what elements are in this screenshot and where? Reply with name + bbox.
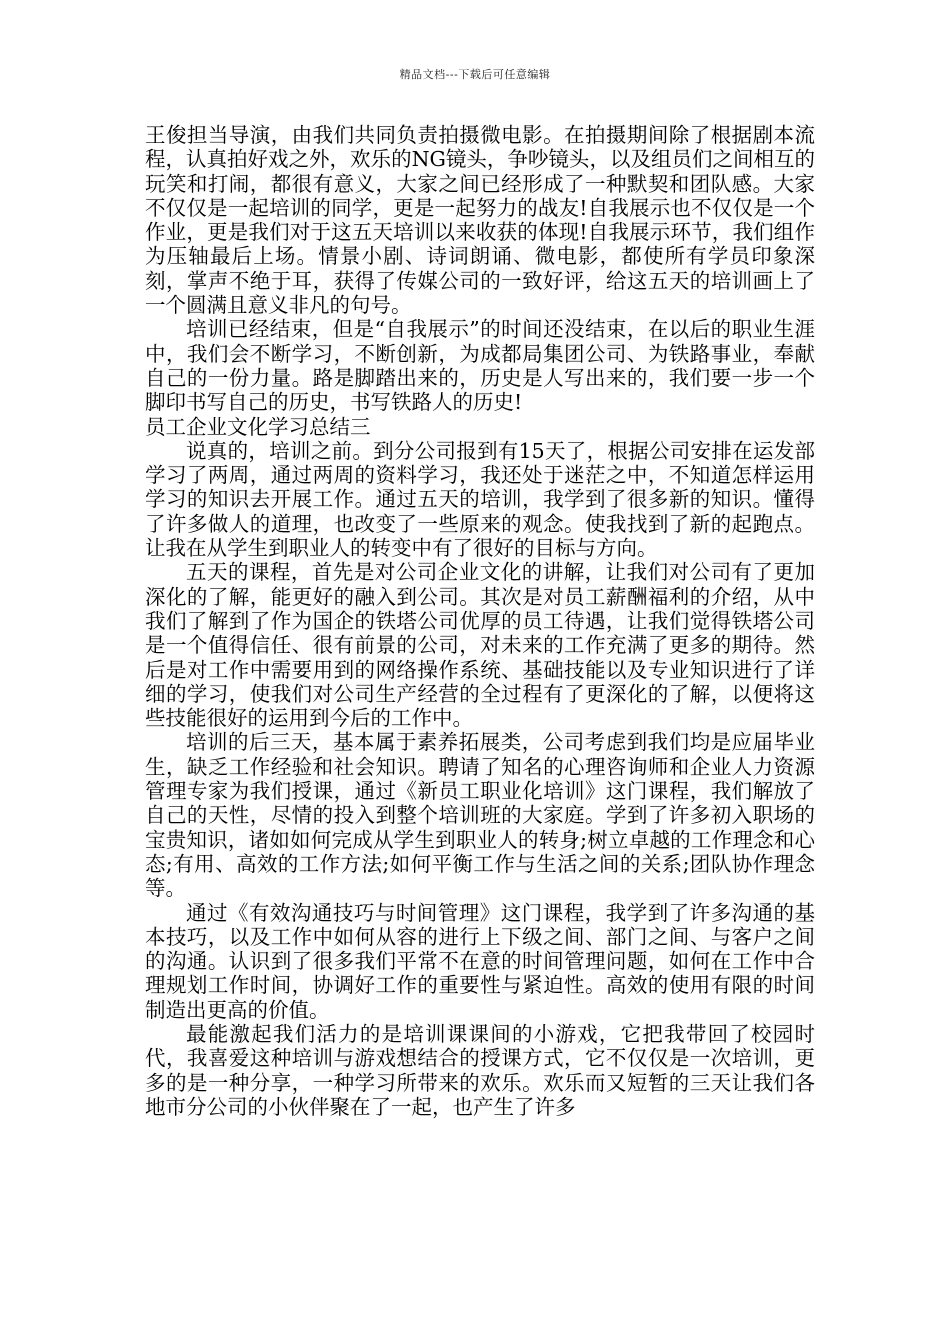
paragraph-continuation: 王俊担当导演，由我们共同负责拍摄微电影。在拍摄期间除了根据剧本流程，认真拍好戏之外，欢乐的NG镜头，争吵镜头，以及组员们之间相互的玩笑和打闹，都很有意义，大家之间已经形成了一种默契和团队感。大家不仅仅是一起培训的同学，更是一起努力的战友!自我展示也不仅仅是一个作业，更是我们对于这五天培训以来收获的体现!自我展示环节，我们组作为压轴最后上场。情景小剧、诗词朗诵、微电影，都使所有学员印象深刻，掌声不绝于耳，获得了传媒公司的一致好评，给这五天的培训画上了一个圆满且意义非凡的句号。 bbox=[145, 123, 815, 318]
paragraph-courses: 五天的课程，首先是对公司企业文化的讲解，让我们对公司有了更加深化的了解，能更好的融入到公司。其次是对员工薪酬福利的介绍，从中我们了解到了作为国企的铁塔公司优厚的员工待遇，让我们觉得铁塔公司是一个值得信任、很有前景的公司，对未来的工作充满了更多的期待。然后是对工作中需要用到的网络操作系统、基础技能以及专业知识进行了详细的学习，使我们对公司生产经营的全过程有了更深化的了解，以便将这些技能很好的运用到今后的工作中。 bbox=[145, 560, 815, 731]
section-heading: 员工企业文化学习总结三 bbox=[145, 414, 371, 439]
paragraph-communication: 通过《有效沟通技巧与时间管理》这门课程，我学到了许多沟通的基本技巧，以及工作中如何从容的进行上下级之间、部门之间、与客户之间的沟通。认识到了很多我们平常不在意的时间管理问题，如何在工作中合理规划工作时间，协调好工作的重要性与紧迫性。高效的使用有限的时间制造出更高的价值。 bbox=[145, 900, 815, 1022]
paragraph-games: 最能激起我们活力的是培训课课间的小游戏，它把我带回了校园时代，我喜爱这种培训与游戏想结合的授课方式，它不仅仅是一次培训，更多的是一种分享，一种学习所带来的欢乐。欢乐而又短暂的三天让我们各地市分公司的小伙伴聚在了一起，也产生了许多 bbox=[145, 1021, 815, 1119]
document-body bbox=[145, 123, 815, 1119]
paragraph-conclusion: 培训已经结束，但是“自我展示”的时间还没结束，在以后的职业生涯中，我们会不断学习，不断创新，为成都局集团公司、为铁路事业，奉献自己的一份力量。路是脚踏出来的，历史是人写出来的，我们要一步一个脚印书写自己的历史，书写铁路人的历史! bbox=[145, 317, 815, 415]
paragraph-intro: 说真的，培训之前。到分公司报到有15天了，根据公司安排在运发部学习了两周，通过两周的资料学习，我还处于迷茫之中，不知道怎样运用学习的知识去开展工作。通过五天的培训，我学到了很多新的知识。懂得了许多做人的道理，也改变了一些原来的观念。使我找到了新的起跑点。让我在从学生到职业人的转变中有了很好的目标与方向。 bbox=[145, 438, 815, 561]
page-header: 精品文档---下载后可任意编辑 bbox=[399, 68, 551, 81]
paragraph-later-days: 培训的后三天，基本属于素养拓展类，公司考虑到我们均是应届毕业生，缺乏工作经验和社会知识。聘请了知名的心理咨询师和企业人力资源管理专家为我们授课，通过《新员工职业化培训》这门课程，我们解放了自己的天性，尽情的投入到整个培训班的大家庭。学到了许多初入职场的宝贵知识，诸如如何完成从学生到职业人的转身;树立卓越的工作理念和心态;有用、高效的工作方法;如何平衡工作与生活之间的关系;团队协作理念等。 bbox=[145, 730, 815, 901]
